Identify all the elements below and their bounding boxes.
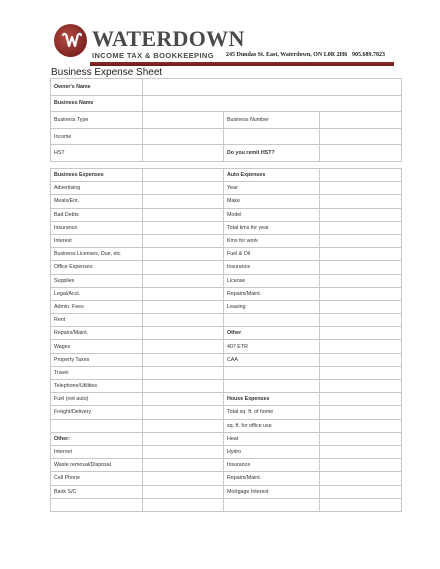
auto-house-label: Total sq. ft. of home: [224, 406, 320, 419]
expense-label: Interest: [51, 234, 143, 247]
table-row: [51, 498, 402, 511]
table-header-row: [51, 169, 402, 182]
income-field[interactable]: [143, 128, 224, 145]
table-row: [51, 221, 402, 234]
expense-value-field[interactable]: [143, 485, 224, 498]
expense-value-field[interactable]: [143, 406, 224, 419]
auto-house-label: Repairs/Maint.: [224, 472, 320, 485]
auto-house-value-field[interactable]: [320, 406, 402, 419]
expense-label: Admin. Fees: [51, 300, 143, 313]
auto-house-value-field[interactable]: [320, 445, 402, 458]
auto-house-value-field[interactable]: [320, 234, 402, 247]
owners-name-label: Owner's Name: [51, 79, 143, 96]
table-row: [51, 353, 402, 366]
remit-hst-field[interactable]: [320, 145, 402, 162]
table-row: [51, 287, 402, 300]
table-row: [51, 432, 402, 445]
auto-house-label: Make: [224, 195, 320, 208]
auto-house-value-field[interactable]: [320, 472, 402, 485]
auto-house-value-field[interactable]: [320, 274, 402, 287]
auto-house-value-field[interactable]: [320, 327, 402, 340]
auto-house-label: sq. ft. for office use: [224, 419, 320, 432]
auto-house-label: [224, 498, 320, 511]
table-row: [51, 300, 402, 313]
business-name-field[interactable]: [143, 95, 402, 112]
auto-house-value-field[interactable]: [320, 208, 402, 221]
auto-house-label: Model: [224, 208, 320, 221]
business-number-label: Business Number: [224, 112, 320, 129]
empty-cell: [320, 128, 402, 145]
auto-house-label: Year: [224, 182, 320, 195]
empty-cell: [320, 169, 402, 182]
auto-house-value-field[interactable]: [320, 353, 402, 366]
auto-house-label: Kms for work: [224, 234, 320, 247]
table-row: [51, 145, 402, 162]
auto-house-label: House Expenses: [224, 393, 320, 406]
auto-house-value-field[interactable]: [320, 182, 402, 195]
expense-value-field[interactable]: [143, 208, 224, 221]
expense-value-field[interactable]: [143, 432, 224, 445]
expense-label: Wages: [51, 340, 143, 353]
auto-house-value-field[interactable]: [320, 340, 402, 353]
company-logo: [54, 24, 87, 57]
expense-value-field[interactable]: [143, 274, 224, 287]
table-row: [51, 340, 402, 353]
table-row: [51, 95, 402, 112]
table-row: [51, 79, 402, 96]
expense-value-field[interactable]: [143, 195, 224, 208]
expense-value-field[interactable]: [143, 314, 224, 327]
auto-house-label: Heat: [224, 432, 320, 445]
auto-house-value-field[interactable]: [320, 248, 402, 261]
expenses-table-body: [51, 169, 402, 512]
company-address: 245 Dundas St. East, Waterdown, ON L0R 2H6: [226, 52, 348, 58]
company-header: [54, 22, 394, 72]
auto-house-value-field[interactable]: [320, 498, 402, 511]
company-name: WATERDOWN: [92, 26, 245, 51]
table-row: [51, 314, 402, 327]
table-row: [51, 208, 402, 221]
auto-house-value-field[interactable]: [320, 221, 402, 234]
business-type-label: Business Type: [51, 112, 143, 129]
expense-label: Travel: [51, 366, 143, 379]
expense-label: Fuel (not auto): [51, 393, 143, 406]
auto-house-value-field[interactable]: [320, 195, 402, 208]
auto-house-label: Leasing: [224, 300, 320, 313]
expense-value-field[interactable]: [143, 300, 224, 313]
table-row: [51, 393, 402, 406]
auto-house-value-field[interactable]: [320, 300, 402, 313]
auto-house-label: [224, 314, 320, 327]
expense-label: Property Taxes: [51, 353, 143, 366]
table-row: [51, 406, 402, 419]
table-row: [51, 445, 402, 458]
expense-label: Freight/Delivery: [51, 406, 143, 419]
expense-label: Bad Debts: [51, 208, 143, 221]
expenses-table: [50, 168, 402, 512]
table-row: [51, 261, 402, 274]
expense-label: Business Licenses, Due, etc: [51, 248, 143, 261]
table-row: [51, 366, 402, 379]
empty-cell: [143, 169, 224, 182]
expense-value-field[interactable]: [143, 498, 224, 511]
expense-value-field[interactable]: [143, 445, 224, 458]
expense-label: Legal/Acct.: [51, 287, 143, 300]
expense-label: [51, 498, 143, 511]
auto-house-label: [224, 366, 320, 379]
auto-house-value-field[interactable]: [320, 485, 402, 498]
auto-house-label: Fuel & Oil: [224, 248, 320, 261]
empty-cell: [224, 128, 320, 145]
auto-house-value-field[interactable]: [320, 314, 402, 327]
expense-value-field[interactable]: [143, 393, 224, 406]
header-divider: [90, 62, 394, 66]
auto-house-label: Insurance: [224, 261, 320, 274]
expense-value-field[interactable]: [143, 380, 224, 393]
table-row: [51, 380, 402, 393]
auto-house-label: Mortgage Interest: [224, 485, 320, 498]
auto-house-label: Other: [224, 327, 320, 340]
table-row: [51, 327, 402, 340]
expense-value-field[interactable]: [143, 340, 224, 353]
table-row: [51, 248, 402, 261]
auto-house-value-field[interactable]: [320, 366, 402, 379]
expense-label: Bank S/C: [51, 485, 143, 498]
expense-value-field[interactable]: [143, 327, 224, 340]
table-row: [51, 274, 402, 287]
expense-value-field[interactable]: [143, 419, 224, 432]
company-subtitle: INCOME TAX & BOOKKEEPING: [92, 51, 214, 60]
table-row: [51, 112, 402, 129]
expense-label: Supplies: [51, 274, 143, 287]
expense-value-field[interactable]: [143, 182, 224, 195]
business-name-label: Business Name: [51, 95, 143, 112]
expense-label: Waste removal/Disposal: [51, 459, 143, 472]
auto-house-value-field[interactable]: [320, 261, 402, 274]
table-row: [51, 485, 402, 498]
business-type-field[interactable]: [143, 112, 224, 129]
auto-house-value-field[interactable]: [320, 459, 402, 472]
remit-hst-label: Do you remit HST?: [224, 145, 320, 162]
table-row: [51, 195, 402, 208]
expense-value-field[interactable]: [143, 459, 224, 472]
auto-house-value-field[interactable]: [320, 419, 402, 432]
expense-value-field[interactable]: [143, 472, 224, 485]
income-label: Income: [51, 128, 143, 145]
company-phone: 905.689.7823: [352, 52, 385, 58]
expense-label: Office Expenses: [51, 261, 143, 274]
expense-value-field[interactable]: [143, 248, 224, 261]
expense-label: Other:: [51, 432, 143, 445]
expense-label: Internet: [51, 445, 143, 458]
auto-house-value-field[interactable]: [320, 432, 402, 445]
expense-label: Meals/Ent.: [51, 195, 143, 208]
expense-label: Cell Phone: [51, 472, 143, 485]
expense-label: Rent: [51, 314, 143, 327]
expense-value-field[interactable]: [143, 261, 224, 274]
business-number-field[interactable]: [320, 112, 402, 129]
table-row: [51, 128, 402, 145]
auto-house-label: Hydro: [224, 445, 320, 458]
expense-label: Telephone/Utilities: [51, 380, 143, 393]
expense-value-field[interactable]: [143, 221, 224, 234]
expense-value-field[interactable]: [143, 366, 224, 379]
expense-label: [51, 419, 143, 432]
hst-label: HST: [51, 145, 143, 162]
auto-expenses-header: Auto Expenses: [224, 169, 320, 182]
auto-house-label: 407 ETR: [224, 340, 320, 353]
expense-value-field[interactable]: [143, 287, 224, 300]
auto-house-label: Insurance: [224, 459, 320, 472]
auto-house-value-field[interactable]: [320, 380, 402, 393]
table-row: [51, 182, 402, 195]
expense-label: Insurance: [51, 221, 143, 234]
auto-house-value-field[interactable]: [320, 393, 402, 406]
owner-info-table: [50, 78, 402, 162]
expense-value-field[interactable]: [143, 353, 224, 366]
auto-house-label: Total kms for year: [224, 221, 320, 234]
page-title: Business Expense Sheet: [51, 67, 163, 78]
auto-house-label: Repairs/Maint.: [224, 287, 320, 300]
table-row: [51, 234, 402, 247]
owners-name-field[interactable]: [143, 79, 402, 96]
hst-field[interactable]: [143, 145, 224, 162]
business-expenses-header: Business Expenses: [51, 169, 143, 182]
table-row: [51, 459, 402, 472]
auto-house-label: [224, 380, 320, 393]
auto-house-label: CAA: [224, 353, 320, 366]
auto-house-label: License: [224, 274, 320, 287]
table-row: [51, 419, 402, 432]
expense-label: Repairs/Maint.: [51, 327, 143, 340]
expense-label: Advertising: [51, 182, 143, 195]
expense-value-field[interactable]: [143, 234, 224, 247]
auto-house-value-field[interactable]: [320, 287, 402, 300]
table-row: [51, 472, 402, 485]
